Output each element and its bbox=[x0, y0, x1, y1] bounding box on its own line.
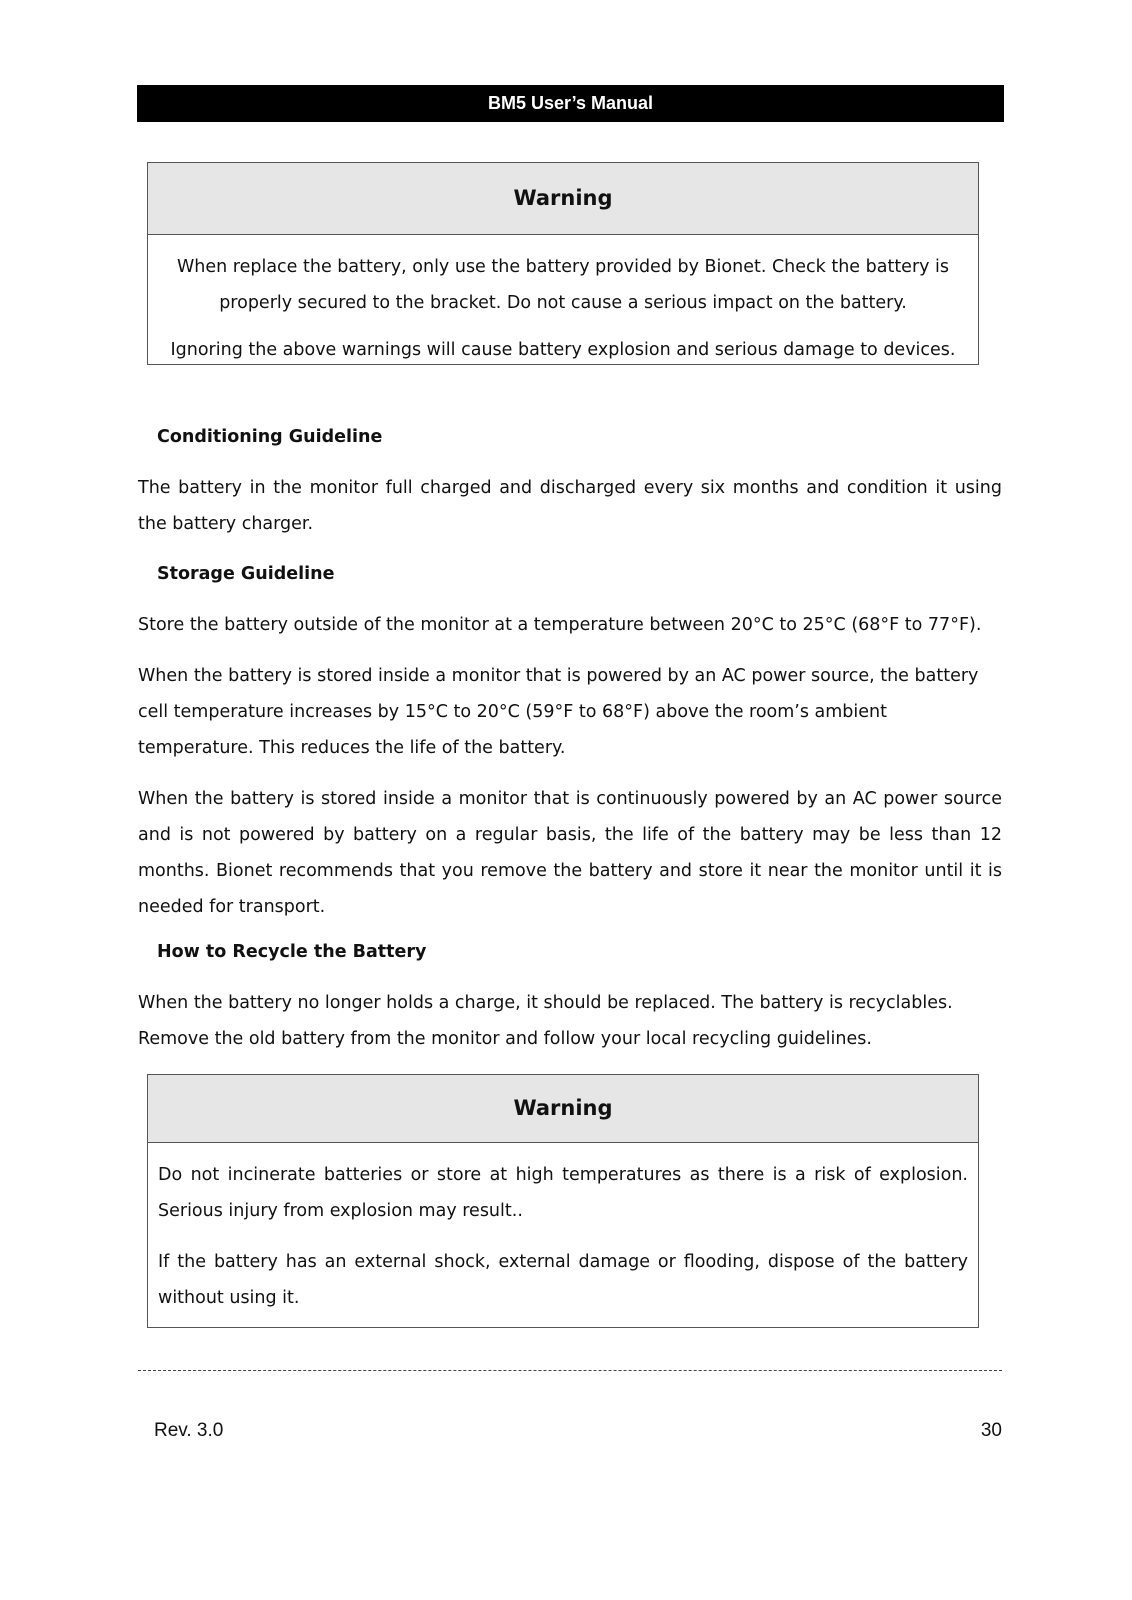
recycle-battery-text: When the battery no longer holds a charge, it should be replaced. The battery is recyclables. Remove the old battery from the monitor and follow your local recycling guidelines. bbox=[138, 993, 953, 1049]
storage-paragraph: Store the battery outside of the monitor at a temperature between 20°C to 25°C (68°F to 77°F). bbox=[138, 615, 982, 635]
conditioning-guideline-heading: Conditioning Guideline bbox=[157, 427, 383, 447]
warning-text: If the battery has an external shock, external damage or flooding, dispose of the battery without using it. bbox=[158, 1252, 968, 1308]
battery-disposal-warning-box bbox=[147, 1074, 979, 1328]
page-number: 30 bbox=[980, 1420, 1002, 1441]
storage-guideline-heading: Storage Guideline bbox=[157, 564, 335, 584]
warning-heading: Warning bbox=[148, 1075, 978, 1143]
warning-text: Do not incinerate batteries or store at high temperatures as there is a risk of explosion. Serious injury from explosion may result.. bbox=[158, 1165, 968, 1221]
recycle-battery-heading: How to Recycle the Battery bbox=[157, 942, 427, 962]
revision-label: Rev. 3.0 bbox=[154, 1420, 224, 1441]
warning-body bbox=[148, 1143, 978, 1316]
manual-header-bar bbox=[137, 85, 1004, 122]
warning-heading: Warning bbox=[148, 163, 978, 235]
conditioning-guideline-text: The battery in the monitor full charged and discharged every six months and condition it using the battery charger. bbox=[138, 478, 1002, 534]
manual-title: BM5 User’s Manual bbox=[487, 93, 654, 113]
warning-text: When replace the battery, only use the battery provided by Bionet. Check the battery is properly secured to the bracket. Do not cause a serious impact on the battery. bbox=[176, 257, 950, 313]
warning-body bbox=[148, 235, 978, 368]
battery-replacement-warning-box bbox=[147, 162, 979, 365]
warning-text: Ignoring the above warnings will cause battery explosion and serious damage to devices. bbox=[170, 340, 956, 360]
storage-paragraph: When the battery is stored inside a monitor that is powered by an AC power source, the battery cell temperature increases by 15°C to 20°C (59°F to 68°F) above the room’s ambient temperature. This reduces the life of the battery. bbox=[138, 666, 979, 758]
storage-paragraph: When the battery is stored inside a monitor that is continuously powered by an AC power source and is not powered by battery on a regular basis, the life of the battery may be less than 12 months. Bionet recommends that you remove the battery and store it near the monitor until it is needed for transport. bbox=[138, 789, 1002, 917]
footer-divider bbox=[138, 1370, 1002, 1371]
